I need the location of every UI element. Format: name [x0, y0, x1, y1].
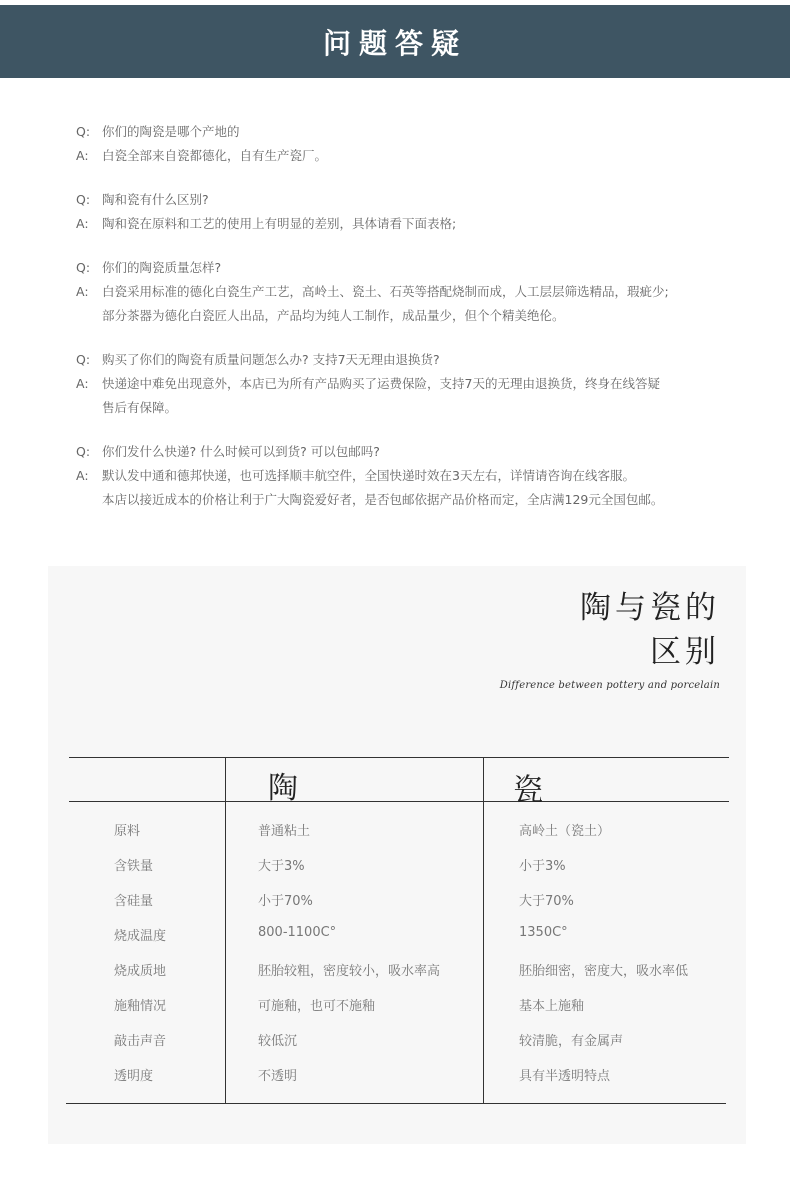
table-header-rule	[69, 801, 729, 802]
answer-prefix: A:	[76, 376, 89, 391]
faq-item	[76, 256, 756, 328]
column-header-pottery: 陶	[268, 771, 298, 806]
row-label: 敲击声音	[114, 1034, 167, 1049]
faq-answer	[76, 280, 756, 304]
faq-answer	[76, 144, 756, 168]
pottery-value: 800-1100C°	[258, 925, 337, 940]
answer-text: 白瓷采用标准的德化白瓷生产工艺，高岭土、瓷土、石英等搭配烧制而成，人工层层筛选精品，瑕疵少;	[102, 284, 669, 299]
table-top-rule	[69, 757, 729, 758]
column-header-porcelain: 瓷	[513, 773, 543, 808]
question-prefix: Q:	[76, 124, 91, 139]
faq-answer	[76, 372, 756, 396]
table-divider-left	[225, 757, 226, 1104]
porcelain-value: 较清脆，有金属声	[519, 1034, 624, 1049]
porcelain-value: 胚胎细密，密度大，吸水率低	[519, 964, 689, 979]
answer-text: 默认发中通和德邦快递，也可选择顺丰航空件，全国快递时效在3天左右，详情请咨询在线客服。	[102, 468, 635, 483]
faq-item	[76, 348, 756, 420]
answer-continuation: 本店以接近成本的价格让利于广大陶瓷爱好者，是否包邮依据产品价格而定，全店满129元全国包邮。	[102, 492, 664, 507]
faq-question	[76, 348, 756, 372]
faq-question	[76, 256, 756, 280]
faq-item	[76, 188, 756, 236]
question-prefix: Q:	[76, 444, 91, 459]
faq-item	[76, 120, 756, 168]
comparison-title-line1: 陶与瓷的	[580, 590, 720, 626]
row-label: 含铁量	[114, 859, 154, 874]
table-divider-right	[483, 757, 484, 1104]
pottery-value: 可施釉，也可不施釉	[258, 999, 376, 1014]
question-prefix: Q:	[76, 352, 91, 367]
pottery-value: 较低沉	[258, 1034, 298, 1049]
answer-text: 白瓷全部来自瓷都德化，自有生产瓷厂。	[102, 148, 328, 163]
row-label: 烧成温度	[114, 929, 167, 944]
pottery-value: 大于3%	[258, 859, 305, 874]
answer-prefix: A:	[76, 468, 89, 483]
answer-prefix: A:	[76, 284, 89, 299]
faq-item	[76, 440, 756, 512]
porcelain-value: 小于3%	[519, 859, 566, 874]
answer-prefix: A:	[76, 148, 89, 163]
row-label: 烧成质地	[114, 964, 167, 979]
comparison-subtitle: Difference between pottery and porcelain	[499, 680, 720, 691]
answer-continuation: 售后有保障。	[102, 400, 178, 415]
porcelain-value: 1350C°	[519, 925, 568, 940]
faq-answer	[76, 212, 756, 236]
porcelain-value: 基本上施釉	[519, 999, 585, 1014]
question-prefix: Q:	[76, 192, 91, 207]
porcelain-value: 具有半透明特点	[519, 1069, 611, 1084]
faq-answer	[76, 464, 756, 488]
porcelain-value: 大于70%	[519, 894, 574, 909]
page-title: 问题答疑	[322, 26, 467, 60]
question-prefix: Q:	[76, 260, 91, 275]
row-label: 施釉情况	[114, 999, 167, 1014]
answer-prefix: A:	[76, 216, 89, 231]
row-label: 含硅量	[114, 894, 154, 909]
page-header	[0, 5, 790, 78]
faq-question	[76, 120, 756, 144]
comparison-panel	[48, 566, 746, 1144]
question-text: 你们发什么快递? 什么时候可以到货? 可以包邮吗?	[102, 444, 380, 459]
answer-text: 快递途中难免出现意外，本店已为所有产品购买了运费保险，支持7天的无理由退换货，终身在线答疑	[102, 376, 660, 391]
pottery-value: 小于70%	[258, 894, 313, 909]
question-text: 你们的陶瓷是哪个产地的	[102, 124, 240, 139]
porcelain-value: 高岭土（瓷土）	[519, 824, 611, 839]
answer-text: 陶和瓷在原料和工艺的使用上有明显的差别，具体请看下面表格;	[102, 216, 457, 231]
question-text: 陶和瓷有什么区别?	[102, 192, 209, 207]
question-text: 购买了你们的陶瓷有质量问题怎么办? 支持7天无理由退换货?	[102, 352, 440, 367]
pottery-value: 普通粘土	[258, 824, 311, 839]
pottery-value: 不透明	[258, 1069, 298, 1084]
faq-question	[76, 188, 756, 212]
row-label: 透明度	[114, 1069, 154, 1084]
table-bottom-rule	[66, 1103, 726, 1104]
comparison-table	[48, 566, 746, 1144]
faq-list	[76, 120, 756, 532]
pottery-value: 胚胎较粗，密度较小，吸水率高	[258, 964, 441, 979]
row-label: 原料	[114, 824, 141, 839]
answer-continuation: 部分茶器为德化白瓷匠人出品，产品均为纯人工制作，成品量少，但个个精美绝伦。	[102, 308, 565, 323]
comparison-title-line2: 区别	[650, 634, 720, 670]
question-text: 你们的陶瓷质量怎样?	[102, 260, 222, 275]
faq-question	[76, 440, 756, 464]
